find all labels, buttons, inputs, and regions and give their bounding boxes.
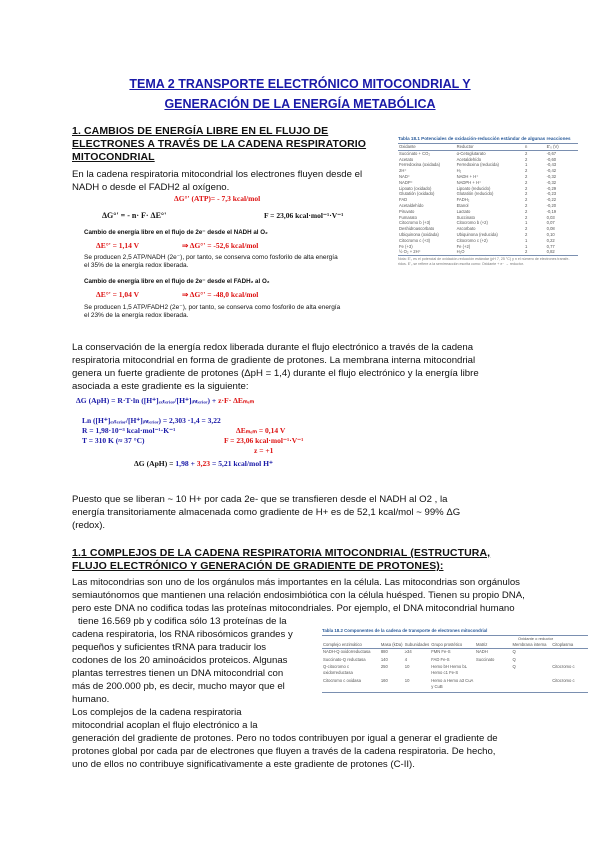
delta-g-result — [134, 459, 273, 468]
paragraph-line: más de 200.000 pb, es decir, mucho mayor que el — [72, 681, 285, 692]
table-header-cell: Oxidante — [398, 144, 456, 150]
table-cell: Succinato + CO₂ — [399, 150, 431, 156]
fadh-note — [84, 304, 380, 320]
table-cell: Etanol — [456, 202, 469, 208]
table-cell: Ascorbato — [456, 226, 476, 232]
table-cell: 2 — [524, 168, 528, 174]
table-cell: -0,32 — [546, 173, 557, 179]
table-cell — [551, 648, 588, 656]
table-cell: 1 — [524, 220, 528, 226]
table-cell: 2 — [524, 191, 528, 197]
redox-potential-table — [398, 136, 578, 266]
table-cell: Citocromo b (+3) — [399, 220, 431, 226]
temperature: T = 310 K (≈ 37 °C) — [82, 436, 145, 445]
intro-line: NADH o desde el FADH2 al oxígeno. — [72, 182, 230, 193]
table-cell: FAD — [399, 197, 408, 203]
delta-g-equation: ΔG°' = - n· F· ΔE°' — [102, 211, 167, 220]
membrane-term: z·F· ΔEₘₑₘ — [218, 396, 255, 405]
paragraph-line: Las mitocondrias son uno de los orgánulos más importantes en la célula. Las mitocondrias son orgánulos — [72, 577, 520, 588]
table-cell: 140 — [380, 656, 388, 662]
table-cell: Ferredoxina (reducida) — [456, 162, 499, 168]
table-cell: -0,20 — [546, 202, 557, 208]
table-cell: 2 — [524, 202, 528, 208]
table-cell: Glutatión (oxidado) — [399, 191, 435, 197]
table-cell: 0,07 — [546, 220, 555, 226]
faraday-constant: F = 23,06 kcal·mol⁻¹·V⁻¹ — [264, 211, 344, 220]
proton-energy-paragraph — [72, 493, 542, 532]
table-cell: 160 — [380, 677, 388, 683]
table-cell: -0,23 — [546, 191, 557, 197]
section1-heading — [72, 125, 392, 164]
table-cell: Succinato — [475, 656, 495, 662]
table-cell: 0,03 — [546, 214, 555, 220]
table1 — [398, 144, 578, 255]
table-cell: Citocromo c — [552, 677, 575, 683]
table1-caption: Tabla 18.1 Potenciales de oxidación-reducción estándar de algunas reacciones — [398, 136, 571, 141]
table-cell: Hemo a Hemo a3 CuA y CuB — [431, 677, 474, 689]
table-cell: 2 — [524, 197, 528, 203]
table-cell: Lipoato (reducido) — [456, 185, 491, 191]
table-cell — [475, 678, 512, 692]
table-header-cell: Membrana interna — [512, 642, 552, 648]
section1-heading-line: ELECTRONES A TRAVÉS DE LA CADENA RESPIRATORIO — [72, 138, 367, 150]
paragraph-line: energía transitoriamente almacenada como gradiente de H+ es de 52,1 kcal/mol ~ 99% ΔG — [72, 507, 461, 518]
table-cell: Ubiquinona (reducida) — [456, 231, 498, 237]
table-cell — [512, 678, 552, 692]
result-label: ΔG (ApH) = — [134, 459, 174, 468]
table-cell: 0,82 — [546, 249, 555, 255]
section2-heading-line: FLUJO ELECTRÓNICO Y GENERACIÓN DE GRADIENTE DE PROTONES): — [72, 560, 444, 572]
result-term-a: 1,98 + — [175, 459, 197, 468]
table-cell: Hemo bH Hemo bL Hemo c1 Fe-S — [431, 664, 467, 676]
table-cell: H₂ — [456, 168, 462, 174]
section2-heading — [72, 547, 542, 573]
paragraph-line: pero este DNA no codifica todas las proteínas mitocondriales. Por ejemplo, el DNA mitocondrial humano — [72, 603, 515, 614]
delta-g-ph-term: ΔG (ApH) = R·T·ln ([H⁺]ₑₓₜₑᵣᵢₒᵣ/[H⁺]ᵢₙₜₑᵣᵢₒᵣ) + — [76, 396, 217, 405]
table-cell: Fe (+2) — [456, 243, 471, 249]
gradient-paragraph — [72, 341, 532, 393]
r-constant: R = 1,98·10⁻³ kcal·mol⁻¹·K⁻¹ — [82, 426, 176, 435]
table-cell: Citocromo b (+2) — [456, 220, 488, 226]
table-cell: 2 — [524, 156, 528, 162]
table-cell: 2H⁺ — [399, 168, 407, 174]
paragraph-line: Puesto que se liberan ~ 10 H+ por cada 2e- que se transfieren desde el NADH al O2 , la — [72, 494, 448, 505]
table-cell: NADH-Q oxidorreductasa — [323, 648, 371, 654]
table-cell — [551, 657, 588, 665]
table-cell: Glutatión (reducido) — [456, 191, 494, 197]
table-cell: α-Cetoglutarato — [456, 150, 486, 156]
table-cell: Acetaldehído — [399, 202, 424, 208]
section2-intro — [72, 576, 550, 615]
paragraph-line: respiratoria mitocondrial en forma de gradiente de protones. La membrana interna mitocondrial — [72, 355, 476, 366]
paragraph-line: generación del gradiente de protones. Pero no todos contribuyen por igual a generar el gradiente de — [72, 733, 498, 744]
table-cell: NADP⁺ — [399, 179, 413, 185]
section1-intro — [72, 168, 392, 194]
proton-gradient-equation — [76, 396, 376, 476]
table-cell: 1 — [524, 162, 528, 168]
table-cell: ½ O₂ + 2H⁺ — [399, 249, 421, 255]
respiratory-complexes-table — [322, 628, 588, 693]
table-cell: FAD Fe-S — [431, 656, 450, 662]
fadh-note-line: Se producen 1,5 ATP/FADH2 (2e⁻), por tanto, se conserva como fosforilo de alta energía — [84, 304, 341, 311]
section1-heading-line: 1. CAMBIOS DE ENERGÍA LIBRE EN EL FLUJO DE — [72, 125, 329, 137]
table-cell: Acetato — [399, 156, 414, 162]
paragraph-line: pequeños y suficientes tRNA para traducir los — [72, 642, 267, 653]
table-cell: NADH — [475, 648, 488, 654]
table-cell: Citocromo c oxidasa — [323, 677, 361, 683]
table-cell: 1 — [524, 237, 528, 243]
table-row — [398, 249, 578, 255]
atp-delta-g: ΔG°' (ATP)= - 7,3 kcal/mol — [174, 194, 261, 203]
table1-note-line: ridos. E'₀ se refiere a la semirreacción escrita como: Oxidante + e⁻ → reductor. — [398, 261, 524, 266]
nadh-delta-e: ΔE°' = 1,14 V — [96, 241, 140, 250]
section2-heading-line: 1.1 COMPLEJOS DE LA CADENA RESPIRATORIA MITOCONDRIAL (ESTRUCTURA, — [72, 547, 491, 559]
table1-note — [398, 257, 578, 266]
table-cell: Ubiquinona (oxidada) — [399, 231, 439, 237]
table-cell: FADH₂ — [456, 197, 470, 203]
table-header-cell: Reductor — [456, 144, 524, 150]
table-cell: NAD⁺ — [399, 173, 411, 179]
result-total: = 5,21 kcal/mol H⁺ — [210, 459, 274, 468]
table-cell: 10 — [404, 664, 410, 670]
paragraph-line: cadena respiratoria, los RNA ribosómicos grandes y — [72, 629, 293, 640]
table2 — [322, 642, 588, 692]
table-header-cell: n — [524, 144, 546, 150]
table-cell: 2 — [524, 150, 528, 156]
table-header-cell: Citoplasma — [551, 642, 588, 648]
table-cell: NADPH + H⁺ — [456, 179, 482, 185]
table-header-cell: Masa (kDa) — [380, 642, 403, 647]
table-cell: Fe (+3) — [399, 243, 413, 249]
paragraph-line: genera un fuerte gradiente de protones (ΔpH = 1,4) durante el flujo electrónico y la energía libre — [72, 368, 479, 379]
document-title — [60, 74, 540, 114]
table-cell: -0,43 — [546, 162, 557, 168]
paragraph-line: tiene 16.569 pb y codifica sólo 13 proteínas de la — [78, 616, 287, 627]
table-row — [322, 664, 588, 678]
section2-closing — [72, 732, 550, 771]
nadh-note-line: el 35% de la energía redox liberada. — [84, 262, 189, 269]
table-row — [398, 232, 578, 238]
table1-note-line: Nota: E'₀ es el potencial de oxidación-reducción estándar (pH 7, 25 °C) y n el número de electrones transfe- — [398, 257, 570, 262]
table-cell: 2 — [524, 231, 528, 237]
table-cell: Q — [512, 648, 516, 654]
table-cell: 10 — [404, 677, 410, 683]
table-cell: 250 — [380, 664, 388, 670]
table-row — [322, 648, 588, 656]
nadh-note-line: Se producen 2,5 ATP/NADH (2e⁻), por tanto, se conserva como fosforilo de alta energía — [84, 254, 338, 261]
table-cell: 4 — [404, 656, 408, 662]
nadh-delta-g: ⇒ ΔG°' = -52,6 kcal/mol — [182, 241, 259, 250]
table-cell: Q — [512, 656, 516, 662]
table-cell: ≥34 — [404, 648, 412, 654]
paragraph-line: uno de ellos no contribuye significativamente a este gradiente de protones (C-II). — [72, 759, 415, 770]
fadh-note-line: el 23% de la energía redox liberada. — [84, 312, 189, 319]
table-cell: 0,10 — [546, 231, 555, 237]
section1-heading-line: MITOCONDRIAL — [72, 151, 155, 163]
paragraph-line: codones de los 20 aminoácidos proteicos. Algunas — [72, 655, 288, 666]
table-header-cell: E'₀ (V) — [546, 144, 578, 150]
table-cell: Lipoato (oxidado) — [399, 185, 432, 191]
table-cell: Citocromo c (+3) — [399, 237, 431, 243]
paragraph-line: protones global por cada par de electrones que fluyen a través de la cadena respiratoria. De hecho, — [72, 746, 496, 757]
table-cell: 2 — [524, 185, 528, 191]
table-cell: FMN Fe-S — [431, 648, 451, 654]
paragraph-line: plantas terrestres tienen un DNA mitocondrial con — [72, 668, 284, 679]
paragraph-line: asociada a este gradiente es la siguiente: — [72, 381, 249, 392]
intro-line: En la cadena respiratoria mitocondrial los electrones fluyen desde el — [72, 169, 363, 180]
ln-ratio: Ln ([H⁺]ₑₓₜₑᵣᵢₒᵣ/[H⁺]ᵢₙₜₑᵣᵢₒᵣ) = 2,303 ·1,4 = 3,22 — [82, 416, 221, 425]
section2-column — [72, 615, 322, 732]
table-cell: -0,42 — [546, 168, 557, 174]
paragraph-line: La conservación de la energía redox liberada durante el flujo electrónico a través de la cadena — [72, 342, 474, 353]
table-cell: Citocromo c — [552, 664, 575, 670]
table-cell: -0,19 — [546, 208, 557, 214]
table-cell: 880 — [380, 648, 388, 654]
table-cell: 2 — [524, 249, 528, 255]
table-cell: Deshidroascorbato — [399, 226, 435, 232]
table-header-cell: Subunidades — [404, 642, 430, 647]
table-cell: 0,08 — [546, 226, 555, 232]
table-cell: Succinato — [456, 214, 475, 220]
table-cell: 1 — [524, 243, 528, 249]
table-cell: NADH + H⁺ — [456, 173, 479, 179]
z-charge: z = +1 — [254, 446, 274, 455]
table-cell: -0,67 — [546, 150, 557, 156]
table-cell: 2 — [524, 208, 528, 214]
table-cell: 2 — [524, 179, 528, 185]
title-line-1: TEMA 2 TRANSPORTE ELECTRÓNICO MITOCONDRIAL Y — [129, 77, 471, 91]
table-cell: 2 — [524, 226, 528, 232]
delta-g-ph-equation — [76, 396, 254, 405]
nadh-title: Cambio de energía libre en el flujo de 2e⁻ desde el NADH al O₂ — [84, 229, 268, 236]
paragraph-line: humano. — [72, 694, 110, 705]
table-cell: 0,77 — [546, 243, 555, 249]
table-cell — [475, 664, 512, 678]
delta-e-mem: ΔEₘₑₘ = 0,14 V — [236, 426, 286, 435]
paragraph-line: mitocondrial acoplan el flujo electrónico a la — [72, 720, 258, 731]
table-header-cell: Matriz — [475, 642, 512, 648]
table-row — [322, 678, 588, 692]
table-cell: Citocromo c (+2) — [456, 237, 488, 243]
table-cell: 0,22 — [546, 237, 555, 243]
table-cell: Acetaldehído — [456, 156, 482, 162]
paragraph-line: (redox). — [72, 520, 106, 531]
table-cell: Succinato-Q reductasa — [323, 656, 366, 662]
nadh-note — [84, 254, 380, 270]
table-cell: -0,22 — [546, 197, 557, 203]
free-energy-figure — [82, 194, 378, 324]
table-cell: Q — [512, 664, 516, 670]
fadh-delta-g: ⇒ ΔG°' = -48,0 kcal/mol — [182, 290, 259, 299]
paragraph-line: semiautónomos que mantienen una relación endosimbiótica con la célula huésped. Tienen su propio DNA, — [72, 590, 525, 601]
table-cell: Lactato — [456, 208, 471, 214]
table-row — [322, 657, 588, 665]
fadh-title: Cambio de energía libre en el flujo de 2e⁻ desde el FADH₂ al O₂ — [84, 278, 270, 285]
faraday: F = 23,06 kcal·mol⁻¹·V⁻¹ — [224, 436, 304, 445]
table-header-cell: Complejo enzimático — [322, 642, 380, 648]
table-cell: Fumarato — [399, 214, 417, 220]
title-line-2: GENERACIÓN DE LA ENERGÍA METABÓLICA — [164, 97, 436, 111]
table-cell: -0,29 — [546, 185, 557, 191]
table-cell: H₂O — [456, 249, 465, 255]
table2-group-header: Oxidante o reductor — [518, 636, 554, 641]
table-cell: 2 — [524, 214, 528, 220]
fadh-delta-e: ΔE°' = 1,04 V — [96, 290, 140, 299]
table-cell: Q-citocromo c oxidorreductasa — [323, 664, 353, 676]
table-cell: Piruvato — [399, 208, 415, 214]
table-cell: -0,60 — [546, 156, 557, 162]
paragraph-line: Los complejos de la cadena respiratoria — [72, 707, 242, 718]
table-cell: 2 — [524, 173, 528, 179]
table2-caption: Tabla 18.2 Componentes de la cadena de transporte de electrones mitocondrial — [322, 628, 488, 633]
result-term-b: 3,23 — [196, 459, 211, 468]
table-cell: Ferredoxina (oxidada) — [399, 162, 440, 168]
table-cell: -0,32 — [546, 179, 557, 185]
table-header-cell: Grupo prostético — [430, 642, 475, 648]
